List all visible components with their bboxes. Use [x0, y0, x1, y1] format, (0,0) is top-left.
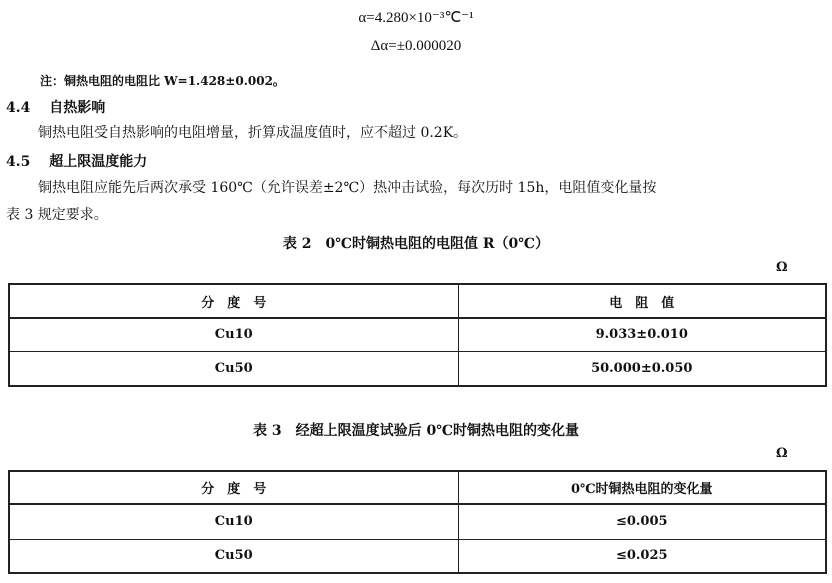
table-cell: Cu10 — [9, 504, 458, 539]
resistance-ratio-note: 注：铜热电阻的电阻比 W=1.428±0.002。 — [40, 74, 285, 88]
section-number: 4.5 — [6, 154, 31, 170]
table3-caption: 表 3 经超上限温度试验后 0℃时铜热电阻的变化量 — [252, 423, 579, 439]
table-header-row — [9, 284, 826, 318]
alpha-formula: α=4.280×10⁻³℃⁻¹ — [358, 10, 474, 26]
table-cell: 9.033±0.010 — [458, 318, 826, 351]
table-cell: ≤0.025 — [458, 539, 826, 573]
table2 — [8, 283, 827, 387]
table2-caption: 表 2 0℃时铜热电阻的电阻值 R（0℃） — [282, 236, 550, 252]
table-row — [9, 539, 826, 573]
table-cell: Cu50 — [9, 539, 458, 573]
section-4-4-text: 铜热电阻受自热影响的电阻增量，折算成温度值时，应不超过 0.2K。 — [38, 125, 468, 141]
table2-unit: Ω — [776, 260, 788, 275]
table-cell: ≤0.005 — [458, 504, 826, 539]
section-4-5-heading — [6, 151, 147, 171]
table-header-row — [9, 471, 826, 504]
table-header-cell: 电 阻 值 — [458, 284, 826, 318]
section-title: 自热影响 — [49, 100, 106, 116]
section-title: 超上限温度能力 — [49, 154, 148, 170]
table-row — [9, 504, 826, 539]
section-4-5-text-line1: 铜热电阻应能先后两次承受 160℃（允许误差±2℃）热冲击试验，每次历时 15h，电阻值变化量按 — [38, 180, 657, 196]
table-header-cell: 分 度 号 — [9, 471, 458, 504]
table-cell: Cu50 — [9, 351, 458, 386]
section-4-5-text-line2: 表 3 规定要求。 — [6, 207, 108, 223]
table3-unit: Ω — [776, 446, 788, 461]
table-row — [9, 351, 826, 386]
table-header-cell: 分 度 号 — [9, 284, 458, 318]
table-cell: 50.000±0.050 — [458, 351, 826, 386]
table-cell: Cu10 — [9, 318, 458, 351]
table-header-cell: 0℃时铜热电阻的变化量 — [458, 471, 826, 504]
table3 — [8, 470, 827, 574]
delta-alpha-formula: Δα=±0.000020 — [370, 38, 462, 54]
table-row — [9, 318, 826, 351]
section-4-4-heading — [6, 97, 105, 117]
section-number: 4.4 — [6, 100, 31, 116]
